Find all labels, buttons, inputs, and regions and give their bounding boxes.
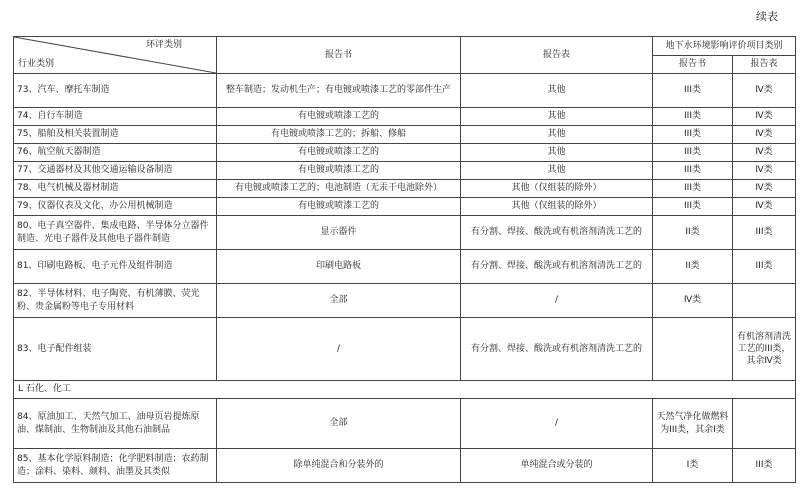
- book-cell: 有电镀或喷漆工艺的: [217, 144, 461, 162]
- table-row: [14, 108, 796, 126]
- industry-cell: 75、船舶及相关装置制造: [14, 126, 217, 144]
- continued-label: 续表: [756, 10, 778, 23]
- book-cell: 印刷电路板: [217, 250, 461, 284]
- industry-cell: 85、基本化学原料制造；化学肥料制造；农药制造；涂料、染料、颜料、油墨及其类似: [14, 449, 217, 483]
- diag-bottom-label: 行业类别: [18, 58, 55, 69]
- gw-book-cell: III类: [653, 144, 733, 162]
- diagonal-header-cell: [14, 37, 217, 74]
- table-row: [14, 126, 796, 144]
- book-cell: 显示器件: [217, 216, 461, 250]
- sub-report-table: 报告表: [733, 55, 796, 74]
- table-cell: 有分割、焊接、酸洗或有机溶剂清洗工艺的: [461, 318, 653, 381]
- table-cell: 单纯混合或分装的: [461, 449, 653, 483]
- gw-table-cell: [733, 284, 796, 318]
- classification-table: [13, 36, 796, 483]
- industry-cell: 82、半导体材料、电子陶瓷、有机薄膜、荧光粉、贵金属粉等电子专用材料: [14, 284, 217, 318]
- table-cell: 其他（仅组装的除外）: [461, 198, 653, 216]
- table-row: [14, 284, 796, 318]
- table-row: [14, 250, 796, 284]
- table-row: [14, 318, 796, 381]
- gw-book-cell: III类: [653, 74, 733, 108]
- book-cell: 整车制造；发动机生产；有电镀或喷漆工艺的零部件生产: [217, 74, 461, 108]
- book-cell: 有电镀或喷漆工艺的: [217, 198, 461, 216]
- book-cell: 有电镀或喷漆工艺的；电池制造（无汞干电池除外）: [217, 180, 461, 198]
- sub-report-book: 报告书: [653, 55, 733, 74]
- industry-cell: 81、印刷电路板、电子元件及组件制造: [14, 250, 217, 284]
- gw-book-cell: III类: [653, 108, 733, 126]
- book-cell: 有电镀或喷漆工艺的；拆船、修船: [217, 126, 461, 144]
- book-cell: 有电镀或喷漆工艺的: [217, 108, 461, 126]
- gw-table-cell: [733, 399, 796, 449]
- table-row: [14, 144, 796, 162]
- gw-book-cell: [653, 318, 733, 381]
- table-row: [14, 449, 796, 483]
- table-cell: 有分割、焊接、酸洗或有机溶剂清洗工艺的: [461, 216, 653, 250]
- table-cell: 其他: [461, 126, 653, 144]
- gw-book-cell: II类: [653, 216, 733, 250]
- table-cell: 其他: [461, 162, 653, 180]
- col-groundwater: 地下水环境影响评价项目类别: [653, 37, 796, 56]
- industry-cell: 74、自行车制造: [14, 108, 217, 126]
- industry-cell: 76、航空航天器制造: [14, 144, 217, 162]
- table-row: [14, 198, 796, 216]
- gw-book-cell: I类: [653, 449, 733, 483]
- book-cell: 除单纯混合和分装外的: [217, 449, 461, 483]
- industry-cell: 73、汽车、摩托车制造: [14, 74, 217, 108]
- gw-table-cell: Ⅳ类: [733, 126, 796, 144]
- industry-cell: 79、仪器仪表及文化、办公用机械制造: [14, 198, 217, 216]
- industry-cell: 84、原油加工、天然气加工、油母页岩提炼原油、煤制油、生物制油及其他石油制品: [14, 399, 217, 449]
- diag-top-label: 环评类别: [145, 40, 182, 50]
- gw-table-cell: Ⅳ类: [733, 74, 796, 108]
- industry-cell: 77、交通器材及其他交通运输设备制造: [14, 162, 217, 180]
- table-row: [14, 399, 796, 449]
- industry-cell: 78、电气机械及器材制造: [14, 180, 217, 198]
- gw-book-cell: 天然气净化做燃料为III类，其余I类: [653, 399, 733, 449]
- gw-book-cell: III类: [653, 198, 733, 216]
- industry-cell: 83、电子配件组装: [14, 318, 217, 381]
- gw-table-cell: Ⅳ类: [733, 180, 796, 198]
- gw-table-cell: Ⅳ类: [733, 144, 796, 162]
- book-cell: 全部: [217, 399, 461, 449]
- table-cell: /: [461, 284, 653, 318]
- gw-table-cell: 有机溶剂清洗工艺的III类，其余Ⅳ类: [733, 318, 796, 381]
- gw-table-cell: III类: [733, 449, 796, 483]
- table-row: [14, 74, 796, 108]
- table-cell: 其他: [461, 108, 653, 126]
- gw-table-cell: Ⅳ类: [733, 108, 796, 126]
- gw-table-cell: Ⅳ类: [733, 198, 796, 216]
- gw-book-cell: Ⅳ类: [653, 284, 733, 318]
- industry-cell: 80、电子真空器件、集成电路、半导体分立器件制造、光电子器件及其他电子器件制造: [14, 216, 217, 250]
- gw-table-cell: Ⅳ类: [733, 162, 796, 180]
- section-row: [14, 381, 796, 399]
- book-cell: 全部: [217, 284, 461, 318]
- book-cell: /: [217, 318, 461, 381]
- book-cell: 有电镀或喷漆工艺的: [217, 162, 461, 180]
- col-report-table: 报告表: [461, 37, 653, 74]
- table-cell: 其他: [461, 74, 653, 108]
- table-row: [14, 162, 796, 180]
- gw-book-cell: III类: [653, 180, 733, 198]
- table-cell: 其他（仅组装的除外）: [461, 180, 653, 198]
- table-row: [14, 216, 796, 250]
- table-cell: /: [461, 399, 653, 449]
- gw-book-cell: II类: [653, 250, 733, 284]
- gw-book-cell: III类: [653, 126, 733, 144]
- gw-table-cell: III类: [733, 250, 796, 284]
- table-cell: 其他: [461, 144, 653, 162]
- col-report-book: 报告书: [217, 37, 461, 74]
- table-row: [14, 180, 796, 198]
- gw-table-cell: III类: [733, 216, 796, 250]
- gw-book-cell: III类: [653, 162, 733, 180]
- section-label: L 石化、化工: [14, 381, 796, 399]
- table-cell: 有分割、焊接、酸洗或有机溶剂清洗工艺的: [461, 250, 653, 284]
